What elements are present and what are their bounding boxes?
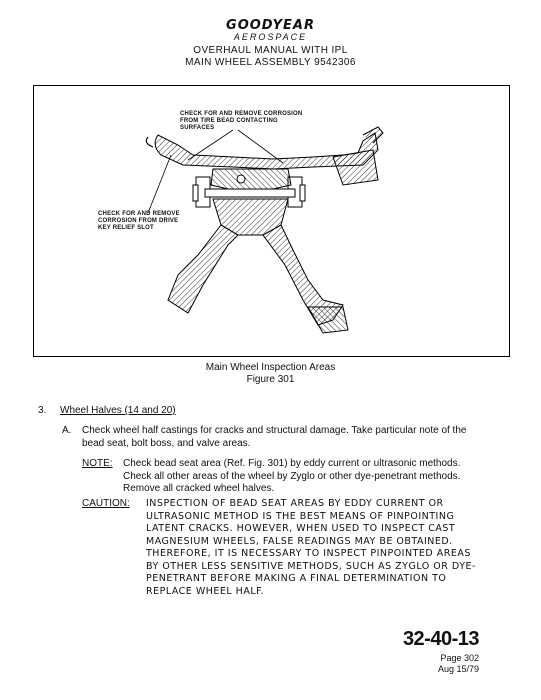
caution-label: CAUTION:: [82, 498, 130, 509]
brand-logo: GOODYEAR: [226, 18, 315, 33]
document-number: 32-40-13: [402, 628, 479, 650]
paragraph-a-letter: A.: [62, 425, 72, 436]
figure-caption: [0, 362, 541, 386]
note-label: NOTE:: [82, 458, 113, 469]
manual-title-line-1: OVERHAUL MANUAL WITH IPL: [193, 45, 348, 56]
caution-block: [82, 498, 482, 598]
brand-subtitle: AEROSPACE: [233, 32, 308, 42]
page-info: [438, 653, 479, 674]
paragraph-a: [62, 425, 482, 450]
section-title: Wheel Halves (14 and 20): [60, 405, 176, 416]
manual-title-line-2: MAIN WHEEL ASSEMBLY 9542306: [185, 57, 356, 68]
caution-text: INSPECTION OF BEAD SEAT AREAS BY EDDY CURRENT OR ULTRASONIC METHOD IS THE BEST MEANS OF PINPOINTING LATENT CRACKS. HOWEVER, WHEN USED TO INSPECT CAST MAGNESIUM WHEELS, FALSE READINGS MAY BE OBTAINED. THEREFORE, IT IS NECESSARY TO INSPECT PINPOINTED AREAS BY OTHER LESS SENSITIVE METHODS, SUCH AS ZYGLO OR DYE-PENETRANT BEFORE MAKING A FINAL DETERMINATION TO REPLACE WHEEL HALF.: [146, 498, 476, 597]
leader-line-left: [148, 155, 171, 213]
section-number: 3.: [38, 405, 47, 416]
paragraph-a-text: Check wheel half castings for cracks and structural damage. Take particular note of the bead seat, bolt boss, and valve areas.: [82, 425, 467, 449]
manual-title: [0, 45, 541, 69]
callout-tire-bead-corrosion: CHECK FOR AND REMOVE CORROSION FROM TIRE BEAD CONTACTING SURFACES: [180, 111, 303, 131]
figure-caption-number: Figure 301: [246, 374, 295, 385]
figure-caption-title: Main Wheel Inspection Areas: [205, 362, 336, 373]
revision-date: Aug 15/79: [437, 663, 479, 674]
page-header: [0, 18, 541, 69]
page-number: Page 302: [440, 653, 479, 663]
note-text: Check bead seat area (Ref. Fig. 301) by eddy current or ultrasonic methods. Check all other areas of the wheel by Zyglo or other dye-penetrant methods. Remove all cracked wheel halves.: [123, 458, 461, 494]
callout-drive-key-corrosion: CHECK FOR AND REMOVE CORROSION FROM DRIVE KEY RELIEF SLOT: [98, 211, 180, 231]
section-heading: [38, 405, 176, 416]
note-block: [82, 458, 482, 496]
